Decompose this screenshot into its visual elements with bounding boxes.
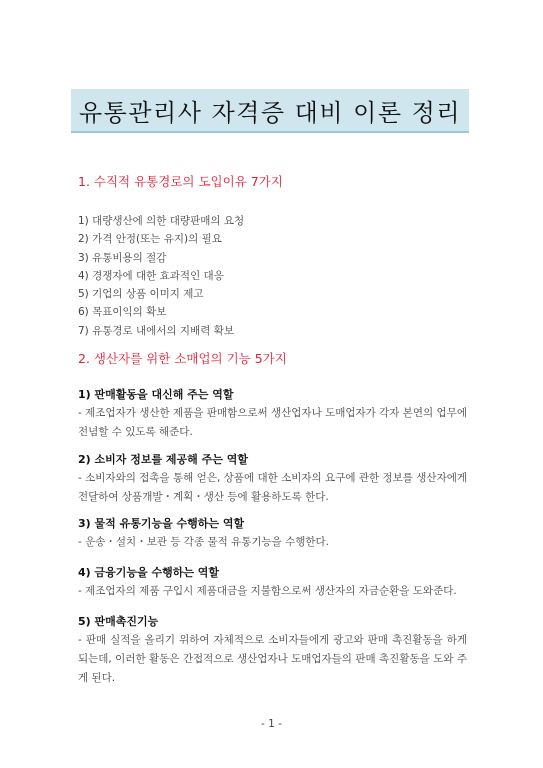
list-item: 7) 유통경로 내에서의 지배력 확보: [78, 324, 234, 337]
function-desc: - 제조업자의 제품 구입시 제품대금을 지불함으로써 생산자의 자금순환을 도와준다.: [78, 585, 457, 597]
list-item: 3) 유통비용의 절감: [78, 251, 167, 264]
list-item: 4) 경쟁자에 대한 효과적인 대응: [78, 269, 224, 282]
function-title: 3) 물적 유통기능을 수행하는 역할: [78, 517, 245, 530]
function-block: [78, 515, 467, 552]
function-block: [78, 564, 467, 601]
function-block: [78, 386, 467, 442]
function-title: 1) 판매활동을 대신해 주는 역할: [78, 388, 234, 401]
function-desc: - 판매 실적을 올리기 위하여 자체적으로 소비자들에게 광고와 판매 촉진활동을 하게 되는데, 이러한 활동은 간접적으로 생산업자나 도매업자들의 판매 촉진활동을 도와 주게 된다.: [78, 634, 467, 684]
function-desc: - 제조업자가 생산한 제품을 판매함으로써 생산업자나 도매업자가 각자 본연의 업무에 전념할 수 있도록 해준다.: [78, 407, 467, 438]
function-desc: - 운송・설치・보관 등 각종 물적 유통기능을 수행한다.: [78, 536, 330, 548]
function-block: [78, 613, 467, 688]
function-title: 2) 소비자 정보를 제공해 주는 역할: [78, 453, 248, 466]
function-title: 4) 금융기능을 수행하는 역할: [78, 566, 220, 579]
page-number: - 1 -: [261, 718, 282, 730]
function-desc: - 소비자와의 접촉을 통해 얻은, 상품에 대한 소비자의 요구에 관한 정보를 생산자에게 전달하여 상품개발・계획・생산 등에 활용하도록 한다.: [78, 472, 467, 503]
list-item: 6) 목표이익의 확보: [78, 306, 167, 319]
list-item: 5) 기업의 상품 이미지 제고: [78, 288, 204, 301]
function-block: [78, 451, 467, 507]
list-item: 2) 가격 안정(또는 유지)의 필요: [78, 233, 222, 246]
function-title: 5) 판매촉진기능: [78, 615, 159, 628]
list-item: 1) 대량생산에 의한 대량판매의 요청: [78, 215, 245, 227]
section1-heading: 1. 수직적 유통경로의 도입이유 7가지: [78, 174, 283, 189]
document-title: 유통관리사 자격증 대비 이론 정리: [78, 98, 462, 127]
section2-heading: 2. 생산자를 위한 소매업의 기능 5가지: [78, 351, 287, 366]
reasons-list: [78, 212, 244, 340]
title-banner: [71, 89, 469, 133]
